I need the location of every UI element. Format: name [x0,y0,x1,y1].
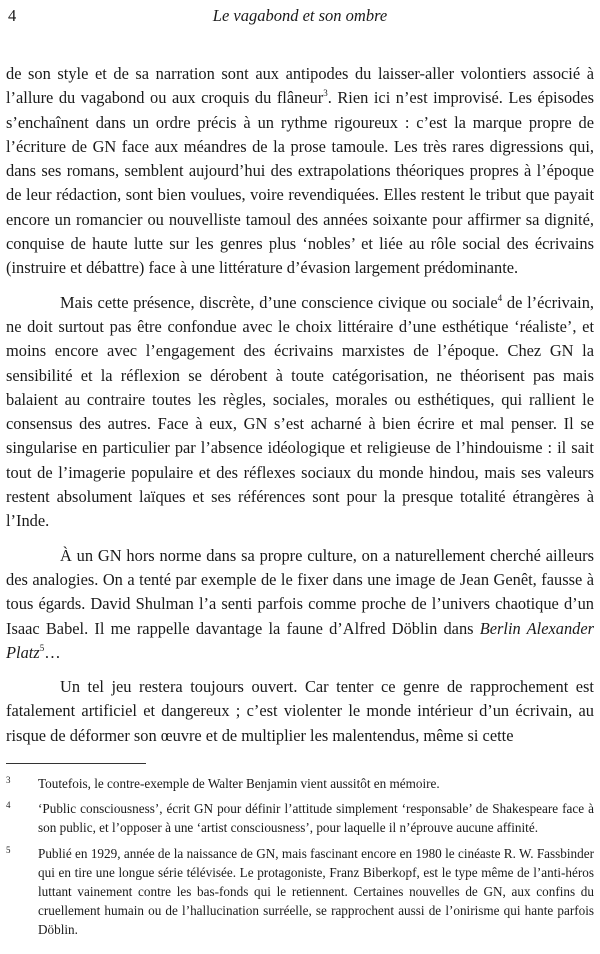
paragraph-2-text: Mais cette présence, discrète, d’une conscience civique ou sociale [60,292,498,312]
paragraph-2-tail: de l’écrivain, ne doit surtout pas être confondue avec le choix littéraire d’une esthétique ‘réaliste’, et moins encore avec l’engagement des écrivains marxistes de l’époque. Chez GN la sensibilité et la réflexion se dérobent à toute catégorisation, ne théorisent pas mais balaient au contraire toutes les règles, sociales, morales ou esthétiques, qui rallient le consensus des autres. Face à eux, GN s’est acharné à bien écrire et mal penser. Il se singularise en particulier par l’absence idéologique et religieuse de l’hindouisme : il sait tout de l’imagerie populaire et des réflexes sociaux du monde hindou, mais ses valeurs restent absolument laïques et ses références sont pour la presque totalité étrangères à l’Inde. [6,292,595,531]
paragraph-4-text: Un tel jeu restera toujours ouvert. Car tenter ce genre de rapprochement est fatalement artificiel et dangereux ; c’est violenter le monde intérieur d’un écrivain, au risque de déformer son œuvre et de multiplier les malentendus, même si cette [6,677,594,745]
page-header [6,6,594,28]
footnote-separator [6,763,146,764]
footnote-text: Publié en 1929, année de la naissance de GN, mais fascinant encore en 1980 le cinéaste R. W. Fassbinder qui en tire une longue série télévisée. Le protagoniste, Franz Biberkopf, est le type même de l’anti-héros luttant vainement contre les bas-fonds qui le retiennent. Certaines nouvelles de GN, aux confins du cruellement humain ou de l’hallucination surréelle, se rapprochent aussi de l’onirisme qui hante parfois Döblin. [38,845,594,938]
footnote-text: Toutefois, le contre-exemple de Walter Benjamin vient aussitôt en mémoire. [38,776,440,791]
footnote-4 [6,799,594,837]
footnotes [6,774,594,946]
footnote-ref-4: 4 [497,292,503,303]
body-text [6,62,594,758]
page-number: 4 [8,6,17,25]
paragraph-2 [6,291,594,534]
running-title: Le vagabond et son ombre [212,6,388,25]
paragraph-1-tail: . Rien ici n’est improvisé. Les épisodes s’enchaînent dans un ordre précis à un rythme rigoureux : c’est la marque propre de l’écriture de GN face aux méandres de la prose tamoule. Les très rares digressions qui, dans ses romans, semblent aujourd’hui des extrapolations théoriques propres à l’époque de leur rédaction, sont bien voulues, voire revendiquées. Elles restent le tribut que payait encore un romancier ou nouvelliste tamoul des années soixante pour affirmer sa dignité, conquise de haute lutte sur les genres plus ‘nobles’ et liée au rôle social des écrivains (instruire et débattre) face à une littérature d’évasion largement prédominante. [6,88,594,278]
paragraph-1-text: de son style et de sa narration sont aux antipodes du laisser-aller volontiers associé à l’allure du vagabond ou aux croquis du flâneur [6,64,594,108]
footnote-3 [6,774,594,793]
paragraph-4 [6,675,594,748]
footnote-ref-5: 5 [39,642,45,653]
paragraph-3 [6,544,594,665]
paragraph-3-tail: … [44,642,61,662]
footnote-5 [6,844,594,940]
footnote-ref-3: 3 [323,88,328,99]
book-title-berlin-alexander-platz: Berlin Alexander Platz [6,618,594,662]
footnote-number: 4 [6,800,11,811]
footnote-text: ‘Public consciousness’, écrit GN pour définir l’attitude simplement ‘responsable’ de Shakespeare face à son public, et l’opposer à une ‘artist consciousness’, pour laquelle il n’éprouve aucune affinité. [38,801,594,836]
footnote-number: 3 [6,775,11,785]
paragraph-3-text: À un GN hors norme dans sa propre culture, on a naturellement cherché ailleurs des analogies. On a tenté par exemple de le fixer dans une image de Jean Genêt, fausse à tous égards. David Shulman l’a senti parfois comme proche de l’univers chaotique d’un Isaac Babel. Il me rappelle davantage la faune d’Alfred Döblin dans [6,545,594,638]
footnote-number: 5 [6,844,11,855]
paragraph-1 [6,62,594,281]
